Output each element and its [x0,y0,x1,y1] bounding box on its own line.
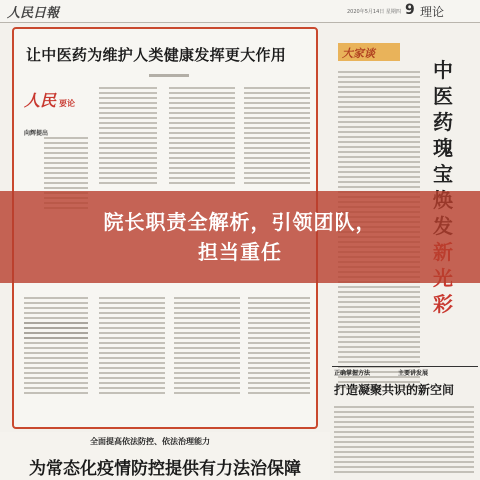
column-logo-sub: 要论 [59,99,75,108]
text-column-lower-4 [248,297,310,397]
overlay-title-line-2: 担当重任 [198,240,282,264]
side-bottom-subtitle-right: 主要讲发展 [398,370,429,377]
newspaper-logo: 人民日報 [7,6,60,21]
text-column-4 [244,87,310,187]
side-column-logo-text: 大家谈 [342,47,375,60]
page-number: 9 [405,2,415,18]
side-bottom-subtitle-left: 正确掌握方法 [334,370,371,377]
bottom-headline: 为常态化疫情防控提供有力法治保障 [29,459,301,479]
main-headline: 让中医药为维护人类健康发挥更大作用 [26,46,287,64]
vertical-char: 医 [433,84,453,108]
text-column-3 [169,87,235,187]
text-column-lower-2 [99,297,165,397]
vertical-char: 彩 [433,292,453,316]
byline-bar [149,74,189,77]
bottom-subtitle: 全面提高依法防控、依法治理能力 [90,437,210,446]
overlay-title [0,207,480,267]
column-logo [24,88,88,120]
overlay-title-line-1: 院长职责全解析，引领团队， [103,210,377,234]
side-bottom-headline: 打造凝聚共识的新空间 [334,383,455,397]
author-name: 向辉提出 [24,130,49,137]
text-column-lower-3 [174,297,240,397]
issue-date: 2020年5月14日 星期四 [347,9,401,15]
text-column-2 [99,87,157,187]
side-column-logo [338,43,400,61]
side-bottom-text [334,406,474,476]
vertical-char: 药 [433,110,453,134]
title-overlay-banner [0,191,480,283]
bottom-article [0,432,330,480]
vertical-char: 宝 [433,162,453,186]
column-logo-text: 人民 [24,91,57,110]
vertical-char: 瑰 [433,136,453,160]
page-name: 理论 [420,5,445,19]
vertical-char: 中 [433,58,453,82]
text-column-lower-1 [24,297,88,397]
masthead [0,0,480,23]
divider [332,366,478,367]
